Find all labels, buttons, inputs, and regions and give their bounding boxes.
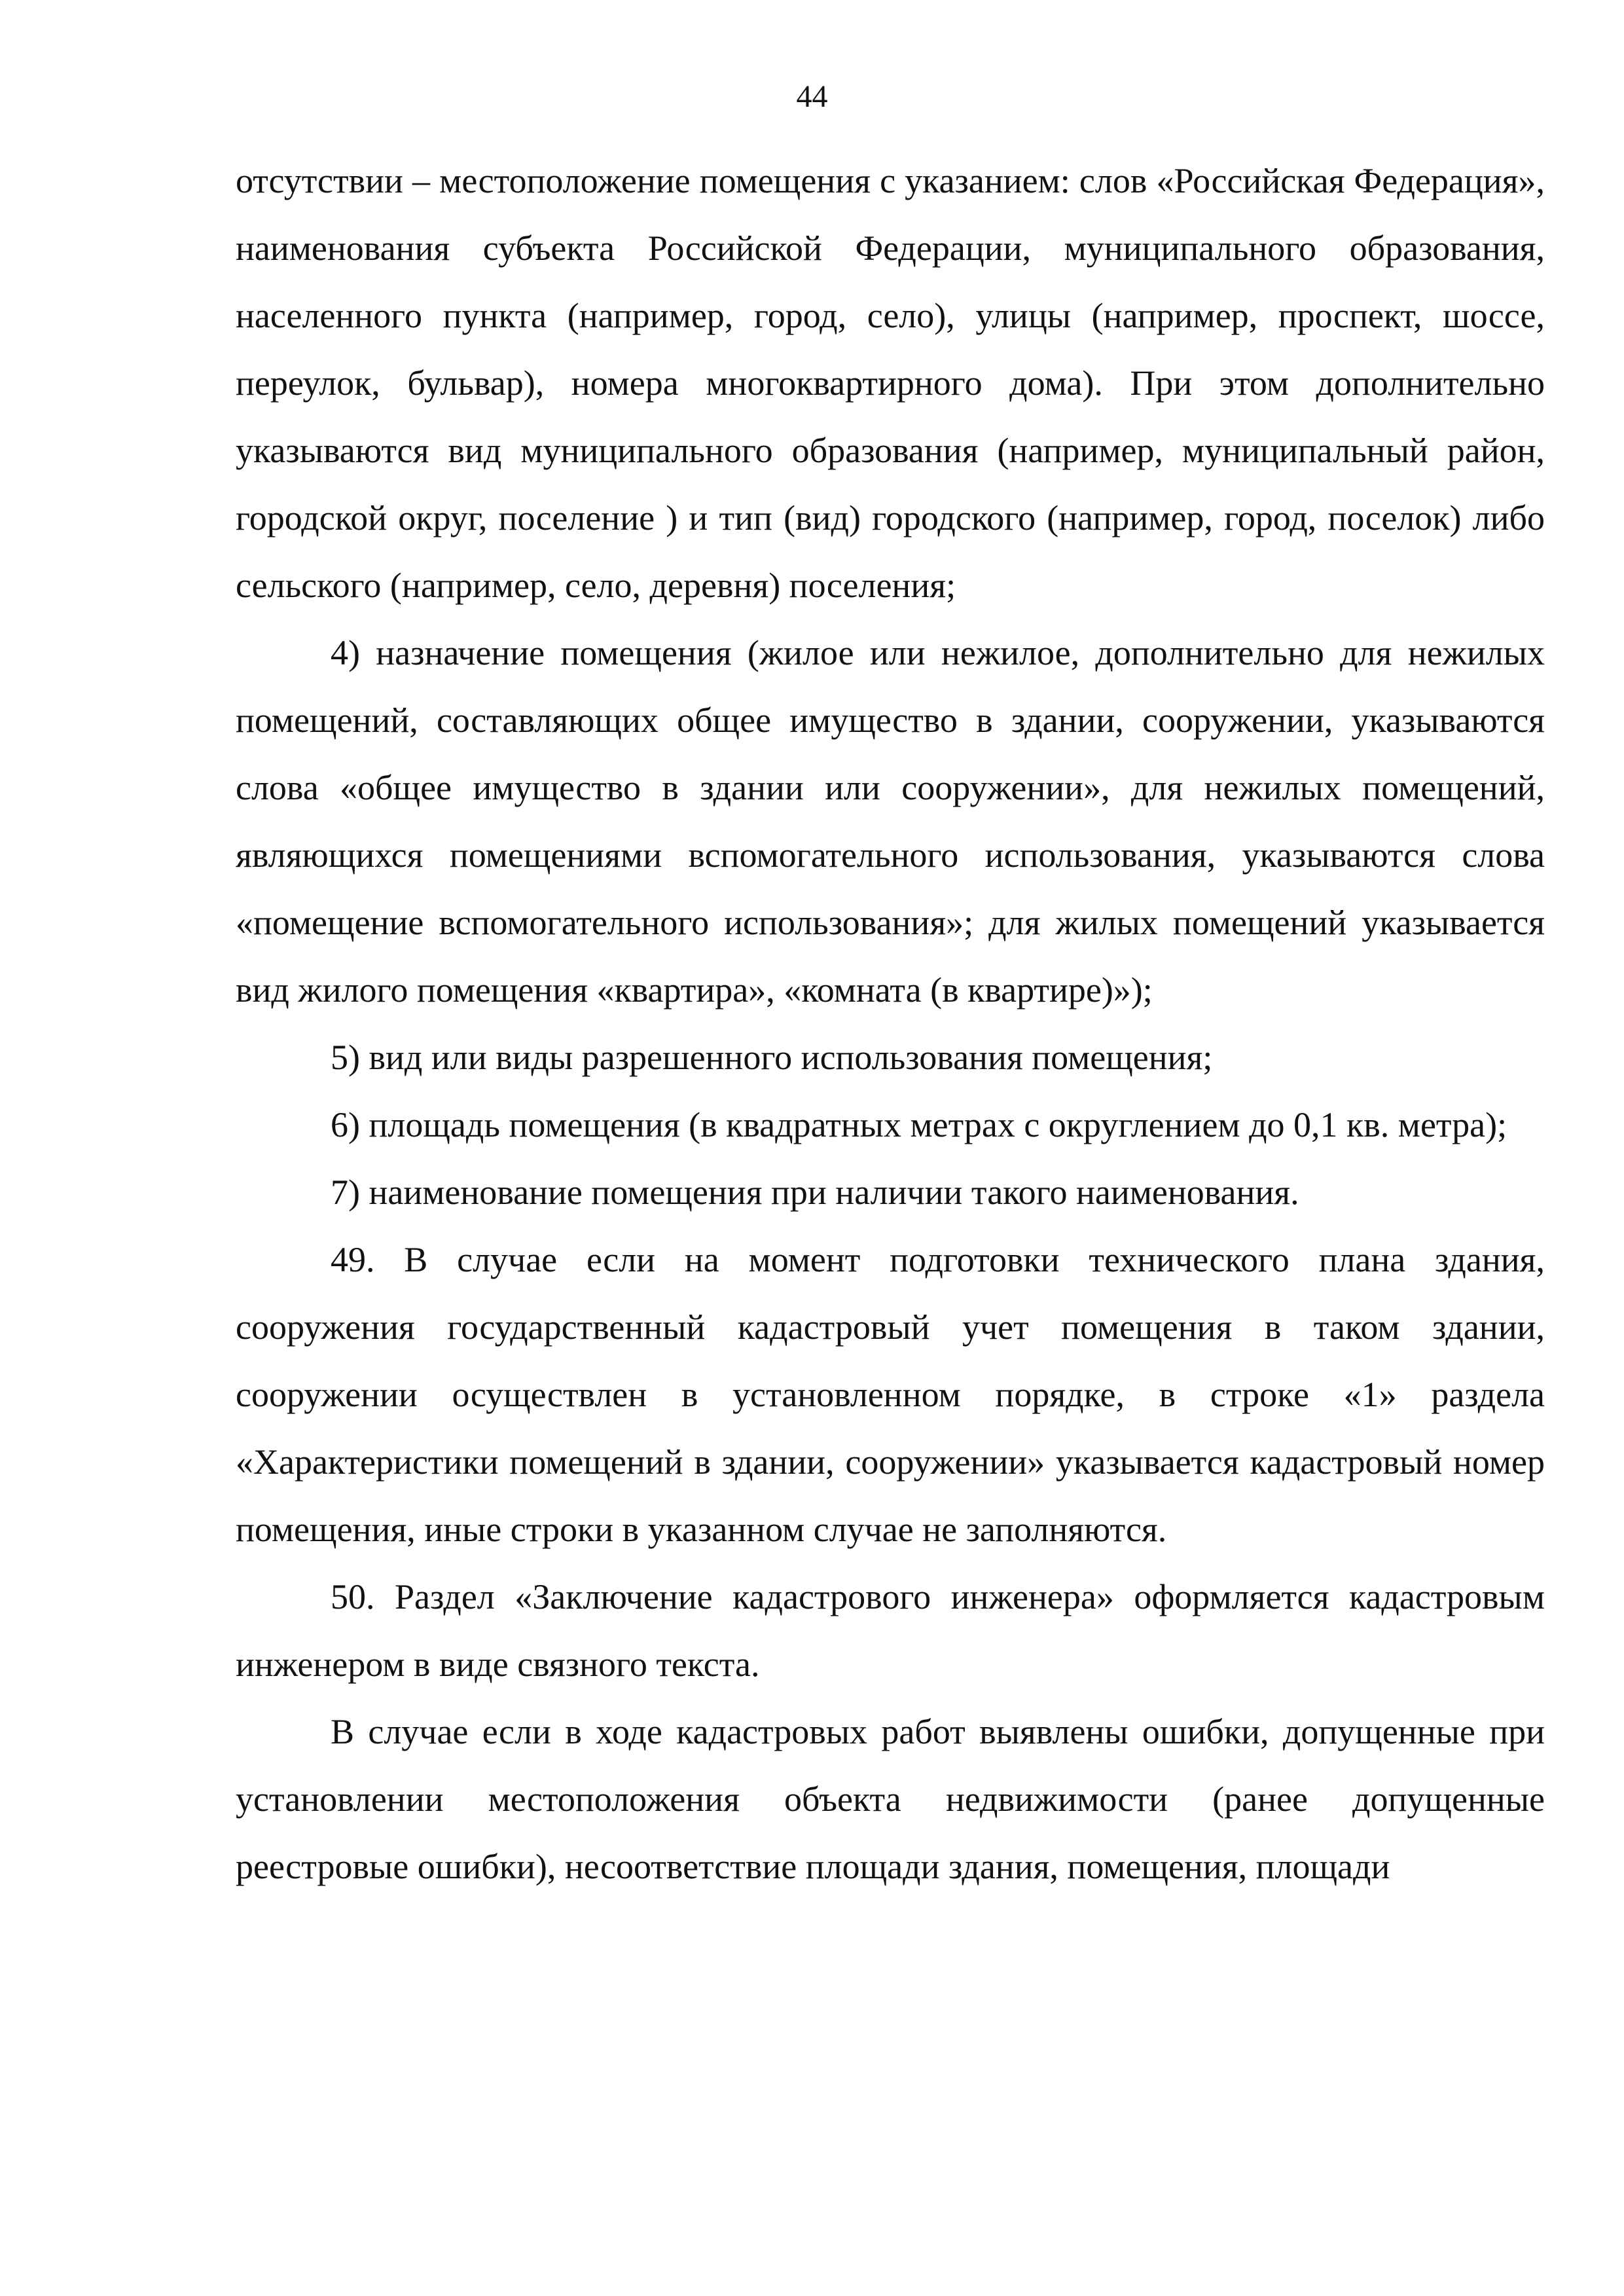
page-number: 44 [796, 79, 828, 114]
paragraph-item-4-purpose: 4) назначение помещения (жилое или нежилое, дополнительно для нежилых помещений, составляющих общее имущество в здании, сооружении, указываются слова «общее имущество в здании или сооружении», для нежилых помещений, являющихся помещениями вспомогательного использования, указываются слова «помещение вспомогательного использования»; для жилых помещений указывается вид жилого помещения «квартира», «комната (в квартире)»); [236, 633, 1545, 1010]
document-body [236, 147, 1545, 1901]
paragraph-errors-case: В случае если в ходе кадастровых работ выявлены ошибки, допущенные при установлении местоположения объекта недвижимости (ранее допущенные реестровые ошибки), несоответствие площади здания, помещения, площади [236, 1712, 1545, 1886]
paragraph-item-7-name: 7) наименование помещения при наличии такого наименования. [331, 1173, 1299, 1212]
paragraph-clause-49: 49. В случае если на момент подготовки технического плана здания, сооружения государственный кадастровый учет помещения в таком здании, сооружении осуществлен в установленном порядке, в строке «1» раздела «Характеристики помещений в здании, сооружении» указывается кадастровый номер помещения, иные строки в указанном случае не заполняются. [236, 1240, 1545, 1549]
paragraph-item-5-permitted-use: 5) вид или виды разрешенного использования помещения; [331, 1038, 1213, 1077]
paragraph-location-continuation: отсутствии – местоположение помещения с указанием: слов «Российская Федерация», наименования субъекта Российской Федерации, муниципального образования, населенного пункта (например, город, село), улицы (например, проспект, шоссе, переулок, бульвар), номера многоквартирного дома). При этом дополнительно указываются вид муниципального образования (например, муниципальный район, городской округ, поселение ) и тип (вид) городского (например, город, поселок) либо сельского (например, село, деревня) поселения; [236, 161, 1545, 605]
paragraph-item-6-area: 6) площадь помещения (в квадратных метрах с округлением до 0,1 кв. метра); [331, 1105, 1507, 1144]
paragraph-clause-50: 50. Раздел «Заключение кадастрового инженера» оформляется кадастровым инженером в виде связного текста. [236, 1577, 1545, 1684]
